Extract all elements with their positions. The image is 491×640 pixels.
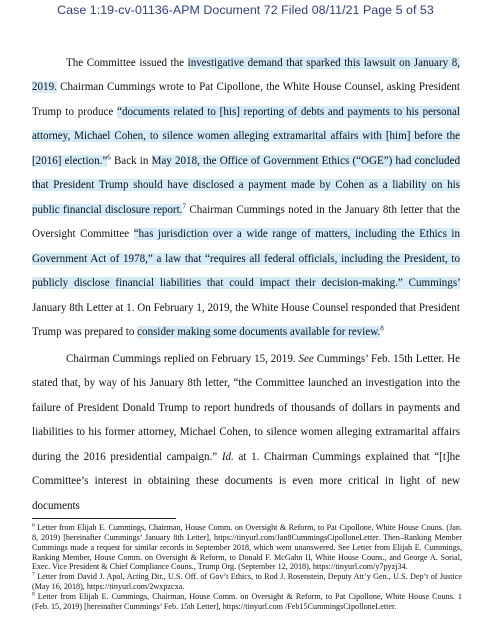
footnote-8: [32, 592, 462, 612]
body-text-run: Chairman Cummings replied on February 15, 2019.: [66, 353, 299, 365]
highlighted-text: “has jurisdiction over a wide range of matters, including the Ethics in Government Act of 1978,” a law that “requires all federal officials, including the President, to publicly disclose financial liabilities that could impact their decision-making.” Cummings’: [32, 228, 460, 290]
footnote-reference: 6: [107, 153, 111, 162]
highlighted-text: consider making some documents available for review.: [137, 325, 381, 338]
body-text-run: Back in: [110, 154, 152, 167]
paragraph-cummings-reply: [32, 347, 460, 518]
italic-citation: Id.: [221, 450, 234, 463]
footnote-reference: 7: [182, 202, 186, 211]
document-header: Case 1:19-cv-01136-APM Document 72 Filed 08/11/21 Page 5 of 53: [57, 3, 434, 17]
highlighted-text: “documents related to [his] reporting of debts and payments to his personal attorney, Michael Cohen, to silence women alleging extramarital affairs with [him] before the [2016] election.”: [32, 105, 460, 167]
body-text-run: Chairman Cummings wrote to Pat Cipollone, the White House Counsel, asking President Trump to produce: [32, 81, 460, 118]
footnote-number: 6: [32, 522, 35, 529]
body-text-run: January 8th Letter at 1. On February 1, 2019, the White House Counsel responded that President Trump was prepared to: [32, 301, 460, 338]
footnote-number: 7: [32, 571, 35, 578]
footnote-separator: [32, 518, 176, 519]
footnote-text: Letter from Elijah E. Cummings, Chairman, House Comm. on Oversight & Reform, to Pat Cipollone, White House Couns. (Jan. 8, 2019) [hereinafter Cummings’ January 8th Letter], https://tinyurl.com/Jan8CummingsCipolloneLetter. Then–Ranking Member Cummings made a request for similar records in September 2018, which went unanswered. See Letter from Elijah E. Cummings, Ranking Member, House Comm. on Oversight & Reform, to Donald F. McGahn II, White House Couns., and George A. Sorial, Exec. Vice President & Chief Compliance Couns., Trump Org. (September 12, 2018), https://tinyurl.com/y7pyzj34.: [32, 523, 462, 572]
body-text-run: Cummings’ Feb. 15th Letter. He stated that, by way of his January 8th letter, “the Committee launched an investigation into the failure of President Donald Trump to report hundreds of thousands of dollars in payments and liabilities to his former attorney, Michael Cohen, to silence women alleging extramarital affairs during the 2016 presidential campaign.”: [32, 353, 460, 463]
body-text-run: Chairman Cummings noted in the January 8th letter that the Oversight Committee: [32, 203, 460, 241]
highlighted-text: investigative demand that sparked this lawsuit on January 8, 2019.: [32, 57, 460, 94]
body-text-run: The Committee issued the: [66, 57, 188, 69]
footnote-text: Letter from Elijah E. Cummings, Chairman, House Comm. on Oversight & Reform, to Pat Cipollone, White House Couns. 1 (Feb. 15, 2019) [hereinafter Cummings’ Feb. 15th Letter], https://tinyurl.com /Feb15CummingsCipolloneLetter.: [32, 591, 462, 611]
footnote-text: Letter from David J. Apol, Acting Dir., U.S. Off. of Gov’t Ethics, to Rod J. Rosenstein, Deputy Att’y Gen., U.S. Dep’t of Justice (May 16, 2018), https://tinyurl.com/2wxpzcxa.: [32, 572, 462, 592]
footnote-6: [32, 523, 462, 572]
paragraph-committee-demand: [32, 51, 460, 344]
footnote-7: [32, 572, 462, 592]
footnote-number: 8: [32, 591, 35, 598]
body-text-run: at 1. Chairman Cummings explained that “[t]he Committee’s interest in obtaining these documents is even more critical in light of new documents: [32, 450, 460, 512]
highlighted-text: May 2018, the Office of Government Ethics (“OGE”) had concluded that President Trump should have disclosed a payment made by Cohen as a liability on his public financial disclosure report.: [32, 154, 461, 216]
footnote-reference: 8: [380, 324, 384, 333]
italic-citation: See: [298, 353, 314, 365]
footnotes-section: [32, 523, 462, 612]
